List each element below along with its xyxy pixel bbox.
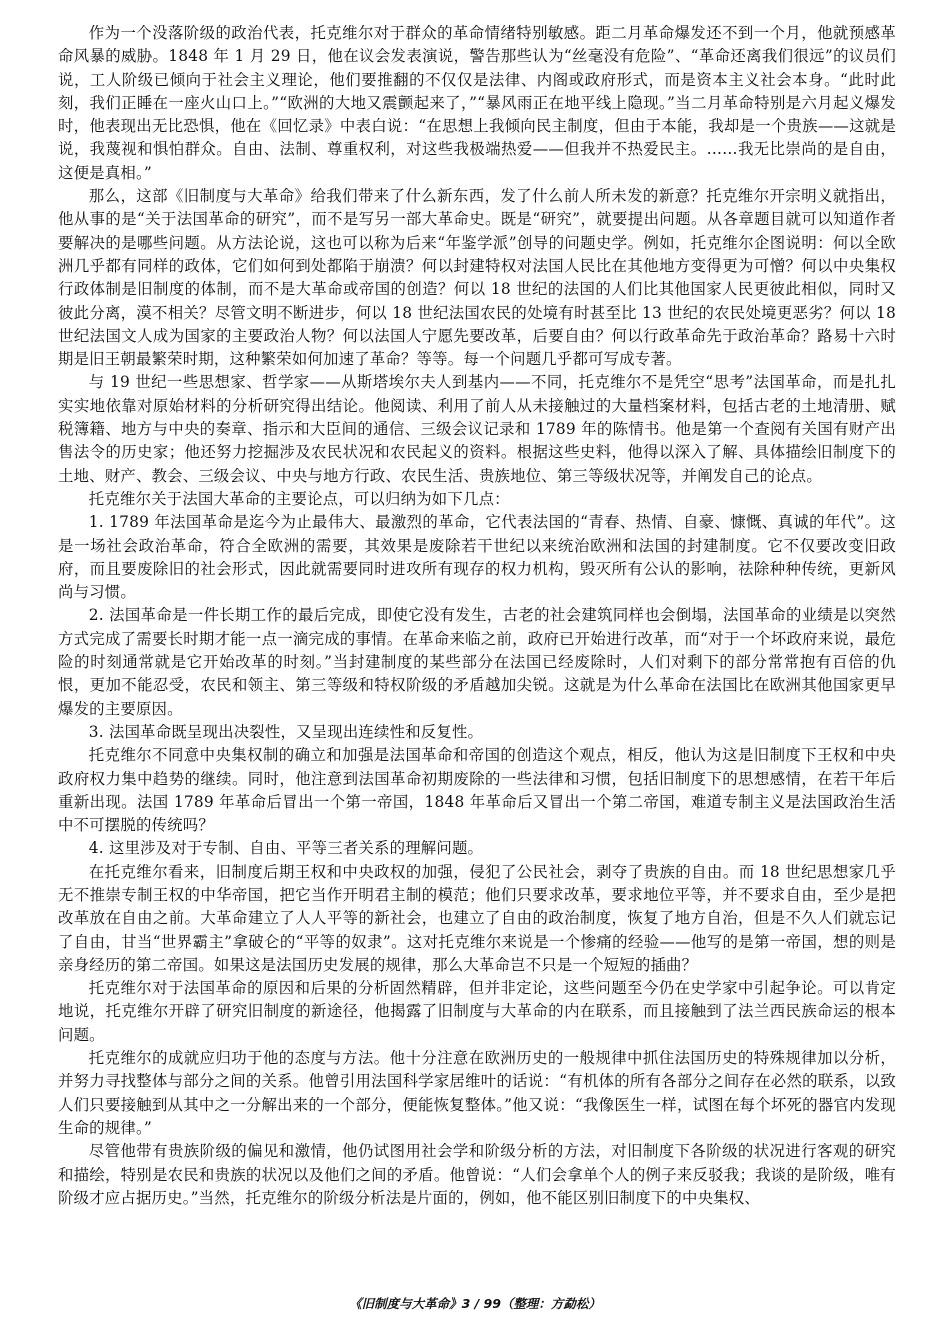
paragraph: 作为一个没落阶级的政治代表，托克维尔对于群众的革命情绪特别敏感。距二月革命爆发还不到一个月，他就预感革命风暴的威胁。1848 年 1 月 29 日，他在议会发表演说，警告那些认为“丝毫没有危险”、“革命还离我们很远”的议员们说，工人阶级已倾向于社会主义理论，他们要推翻的不仅仅是法律、内阁或政府形式，而是资本主义社会本身。“此时此刻，我们正睡在一座火山口上。”“欧洲的大地又震颤起来了，”“暴风雨正在地平线上隐现。”当二月革命特别是六月起义爆发时，他表现出无比恐惧，他在《回忆录》中表白说：“在思想上我倾向民主制度，但由于本能，我却是一个贵族——这就是说，我蔑视和惧怕群众。自由、法制、尊重权利，对这些我极端热爱——但我并不热爱民主。……我无比崇尚的是自由，这便是真相。” [58, 24, 896, 182]
paragraph: 托克维尔关于法国大革命的主要论点，可以归纳为如下几点： [88, 489, 510, 508]
list-item-point-2: 2. 法国革命是一件长期工作的最后完成，即使它没有发生，古老的社会建筑同样也会倒塌，法国革命的业绩是以突然方式完成了需要长时期才能一点一滴完成的事情。在革命来临之前，政府已开始进行改革，而“对于一个坏政府来说，最危险的时刻通常就是它开始改革的时刻。”当封建制度的某些部分在法国已经废除时，人们对剩下的部分常常抱有百倍的仇恨，更加不能忍受，农民和领主、第三等级和特权阶级的矛盾越加尖锐。这就是为什么革命在法国比在欧洲其他国家更早爆发的主要原因。 [58, 606, 896, 718]
list-item-point-4: 4. 这里涉及对于专制、自由、平等三者关系的理解问题。 [88, 839, 484, 858]
paragraph: 托克维尔的成就应归功于他的态度与方法。他十分注意在欧洲历史的一般规律中抓住法国历史的特殊规律加以分析，并努力寻找整体与部分之间的关系。他曾引用法国科学家居维叶的话说：“有机体的所有各部分之间存在必然的联系，以致人们只要接触到从其中之一分解出来的一个部分，便能恢复整体。”他又说：“我像医生一样，试图在每个坏死的器官内发现生命的规律。” [58, 1049, 896, 1137]
paragraph: 与 19 世纪一些思想家、哲学家——从斯塔埃尔夫人到基内——不同，托克维尔不是凭空“思考”法国革命，而是扎扎实实地依靠对原始材料的分析研究得出结论。他阅读、利用了前人从未接触过的大量档案材料，包括古老的土地清册、赋税簿籍、地方与中央的奏章、指示和大臣间的通信、三级会议记录和 1789 年的陈情书。他是第一个查阅有关国有财产出售法令的历史家；他还努力挖掘涉及农民状况和农民起义的资料。根据这些史料，他得以深入了解、具体描绘旧制度下的土地、财产、教会、三级会议、中央与地方行政、农民生活、贵族地位、第三等级状况等，并阐发自己的论点。 [58, 373, 896, 485]
paragraph: 那么，这部《旧制度与大革命》给我们带来了什么新东西，发了什么前人所未发的新意？托克维尔开宗明义就指出，他从事的是“关于法国革命的研究”，而不是写另一部大革命史。既是“研究”，就要提出问题。从各章题目就可以知道作者要解决的是哪些问题。从方法论说，这也可以称为后来“年鉴学派”创导的问题史学。例如，托克维尔企图说明：何以全欧洲几乎都有同样的政体，它们如何到处都陷于崩溃？何以封建特权对法国人民比在其他地方变得更为可憎？何以中央集权行政体制是旧制度的体制，而不是大革命或帝国的创造？何以 18 世纪的法国的人们比其他国家人民更彼此相似，同时又彼此分离，漠不相关？尽管文明不断进步，何以 18 世纪法国农民的处境有时甚至比 13 世纪的农民处境更恶劣？何以 18 世纪法国文人成为国家的主要政治人物？何以法国人宁愿先要改革，后要自由？何以行政革命先于政治革命？路易十六时期是旧王朝最繁荣时期，这种繁荣如何加速了革命？等等。每一个问题几乎都可写成专著。 [58, 187, 896, 369]
paragraph: 托克维尔不同意中央集权制的确立和加强是法国革命和帝国的创造这个观点，相反，他认为这是旧制度下王权和中央政府权力集中趋势的继续。同时，他注意到法国革命初期废除的一些法律和习惯，包括旧制度下的思想感情，在若干年后重新出现。法国 1789 年革命后冒出一个第一帝国，1848 年革命后又冒出一个第二帝国，难道专制主义是法国政治生活中不可摆脱的传统吗？ [58, 746, 896, 835]
paragraph: 在托克维尔看来，旧制度后期王权和中央政权的加强，侵犯了公民社会，剥夺了贵族的自由。而 18 世纪思想家几乎无不推崇专制王权的中华帝国，把它当作开明君主制的模范；他们只要求改革，要求地位平等，并不要求自由，至少是把改革放在自由之前。大革命建立了人人平等的新社会，也建立了自由的政治制度，恢复了地方自治，但是不久人们就忘记了自由，甘当“世界霸主”拿破仑的“平等的奴隶”。这对托克维尔来说是一个惨痛的经验——他写的是第一帝国，想的则是亲身经历的第二帝国。如果这是法国历史发展的规律，那么大革命岂不只是一个短短的插曲？ [58, 862, 896, 974]
paragraph: 尽管他带有贵族阶级的偏见和激情，他仍试图用社会学和阶级分析的方法，对旧制度下各阶级的状况进行客观的研究和描绘，特别是农民和贵族的状况以及他们之间的矛盾。他曾说：“人们会拿单个人的例子来反驳我；我谈的是阶级，唯有阶级才应占据历史。”当然，托克维尔的阶级分析法是片面的，例如，他不能区别旧制度下的中央集权、 [58, 1142, 896, 1207]
document-body [58, 22, 896, 1210]
paragraph: 托克维尔对于法国革命的原因和后果的分析固然精辟，但并非定论，这些问题至今仍在史学家中引起争论。可以肯定地说，托克维尔开辟了研究旧制度的新途径，他揭露了旧制度与大革命的内在联系，而且接触到了法兰西民族命运的根本问题。 [58, 979, 896, 1044]
list-item-point-3: 3. 法国革命既呈现出决裂性，又呈现出连续性和反复性。 [88, 722, 484, 741]
page-footer: 《旧制度与大革命》3 / 99（整理：方勐松） [349, 1296, 601, 1311]
list-item-point-1: 1. 1789 年法国革命是迄今为止最伟大、最激烈的革命，它代表法国的“青春、热情、自豪、慷慨、真诚的年代”。这是一场社会政治革命，符合全欧洲的需要，其效果是废除若干世纪以来统治欧洲和法国的封建制度。它不仅要改变旧政府，而且要废除旧的社会形式，因此就需要同时进攻所有现存的权力机构，毁灭所有公认的影响，祛除种种传统，更新风尚与习惯。 [58, 513, 896, 602]
